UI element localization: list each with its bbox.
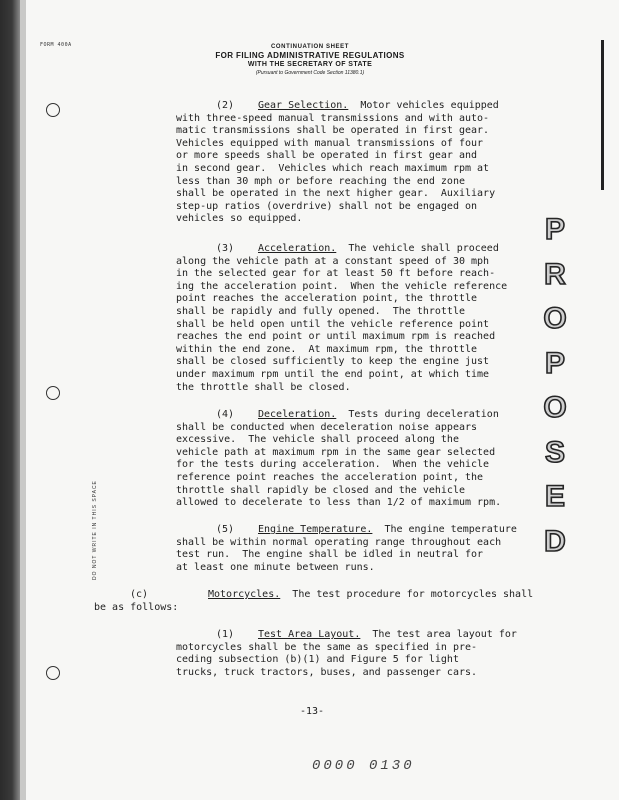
para1-line: ceding subsection (b)(1) and Figure 5 for light [176,654,459,666]
binder-hole-top [46,103,60,117]
stamp-letter: E [544,480,565,513]
para2-title: Gear Selection. [258,100,349,111]
para4-line: excessive. The vehicle shall proceed along the [176,434,459,446]
stamp-letter: S [544,435,565,469]
paragraph-motorcycles [94,589,533,614]
paragraph-test-area-layout [176,629,517,679]
para3-line: along the vehicle path at a constant speed of 30 mph [176,255,490,267]
para4-number: (4) [216,409,235,420]
para1-line: trucks, truck tractors, buses, and passenger cars. [176,666,478,678]
page-number: -13- [300,706,325,717]
stamp-letter: O [543,302,567,335]
para2-line: shall be operated in the next higher gear. Auxiliary [176,188,496,200]
proposed-stamp [537,208,573,564]
para3-line: in the selected gear for at least 50 ft before reach- [176,268,496,280]
para5-number: (5) [216,524,235,535]
para4-title: Deceleration. [258,409,337,420]
para1-number: (1) [216,629,235,640]
scan-edge-highlight [20,0,26,800]
stamp-letter: P [544,213,565,246]
para3-number: (3) [216,243,235,254]
para1-line: The test area layout for [372,629,517,640]
para2-line: with three-speed manual transmissions and with auto- [176,112,490,124]
para2-line: less than 30 mph or before reaching the end zone [176,175,465,187]
header-continuation: CONTINUATION SHEET [270,44,350,50]
margin-note [92,420,100,580]
header-filing: FOR FILING ADMINISTRATIVE REGULATIONS [215,51,405,60]
header-code-section: (Pursuant to Government Code Section 11380.1) [255,70,365,76]
para4-line: Tests during deceleration [348,409,499,420]
para5-line: at least one minute between runs. [176,561,375,573]
para4-line: for the tests during acceleration. When the vehicle [176,459,490,471]
form-number: FORM 400A [40,42,72,48]
para4-line: shall be conducted when deceleration noise appears [176,421,478,433]
stamp-letter: R [544,257,566,291]
para2-line: step-up ratios (overdrive) shall not be engaged on [176,200,478,212]
serial-number: 0000 0130 [312,758,415,774]
para4-line: vehicle path at maximum rpm in the same gear selected [176,446,496,458]
para1-line: motorcycles shall be the same as specified in pre- [176,641,478,653]
para3-line: ing the acceleration point. When the vehicle reference [176,280,508,292]
para2-line: or more speeds shall be operated in first gear and [176,150,478,162]
para3-line: within the end zone. At maximum rpm, the throttle [176,343,478,355]
para1-title: Test Area Layout. [258,629,361,640]
paragraph-gear-selection [176,100,499,226]
para2-number: (2) [216,100,235,111]
stamp-letter: O [543,391,567,424]
paraC-line: The test procedure for motorcycles shall [292,589,534,600]
para5-title: Engine Temperature. [258,524,373,535]
paragraph-acceleration [176,243,507,394]
para3-line: reaches the end point or until maximum rpm is reached [176,331,496,343]
para3-line: under maximum rpm until the end point, at which time [176,368,490,380]
para2-line: Vehicles equipped with manual transmissions of four [176,137,484,149]
para2-line: in second gear. Vehicles which reach maximum rpm at [176,162,490,174]
paraC-line: be as follows: [94,601,179,613]
margin-note-text: DO NOT WRITE IN THIS SPACE [92,480,98,580]
para3-line: shall be closed sufficiently to keep the engine just [176,356,490,368]
para2-line: vehicles so equipped. [176,213,303,225]
para5-line: The engine temperature [384,524,517,535]
para5-line: test run. The engine shall be idled in neutral for [176,549,484,561]
header-secretary: WITH THE SECRETARY OF STATE [247,61,373,68]
page-header [190,44,430,76]
para4-line: throttle shall rapidly be closed and the vehicle [176,484,465,496]
stamp-letter: P [544,346,565,380]
binder-hole-middle [46,386,60,400]
para5-line: shall be within normal operating range throughout each [176,536,502,548]
para3-line: the throttle shall be closed. [176,381,351,393]
scan-edge-shadow [0,0,20,800]
binder-hole-bottom [46,666,60,680]
para3-line: The vehicle shall proceed [348,243,499,254]
stamp-letter: D [544,524,566,558]
paragraph-engine-temperature [176,524,517,574]
para4-line: allowed to decelerate to less than 1/2 of maximum rpm. [176,497,502,509]
right-margin-mark [601,40,604,190]
para2-line: Motor vehicles equipped [360,100,499,111]
para3-line: shall be held open until the vehicle reference point [176,318,490,330]
paraC-title: Motorcycles. [208,589,281,600]
para2-line: matic transmissions shall be operated in first gear. [176,125,490,137]
para3-line: shall be rapidly and fully opened. The throttle [176,305,465,317]
paragraph-deceleration [176,409,501,510]
para3-line: point reaches the acceleration point, the throttle [176,293,478,305]
para3-title: Acceleration. [258,243,337,254]
paraC-number: (c) [130,589,149,600]
para4-line: reference point reaches the acceleration point, the [176,471,484,483]
